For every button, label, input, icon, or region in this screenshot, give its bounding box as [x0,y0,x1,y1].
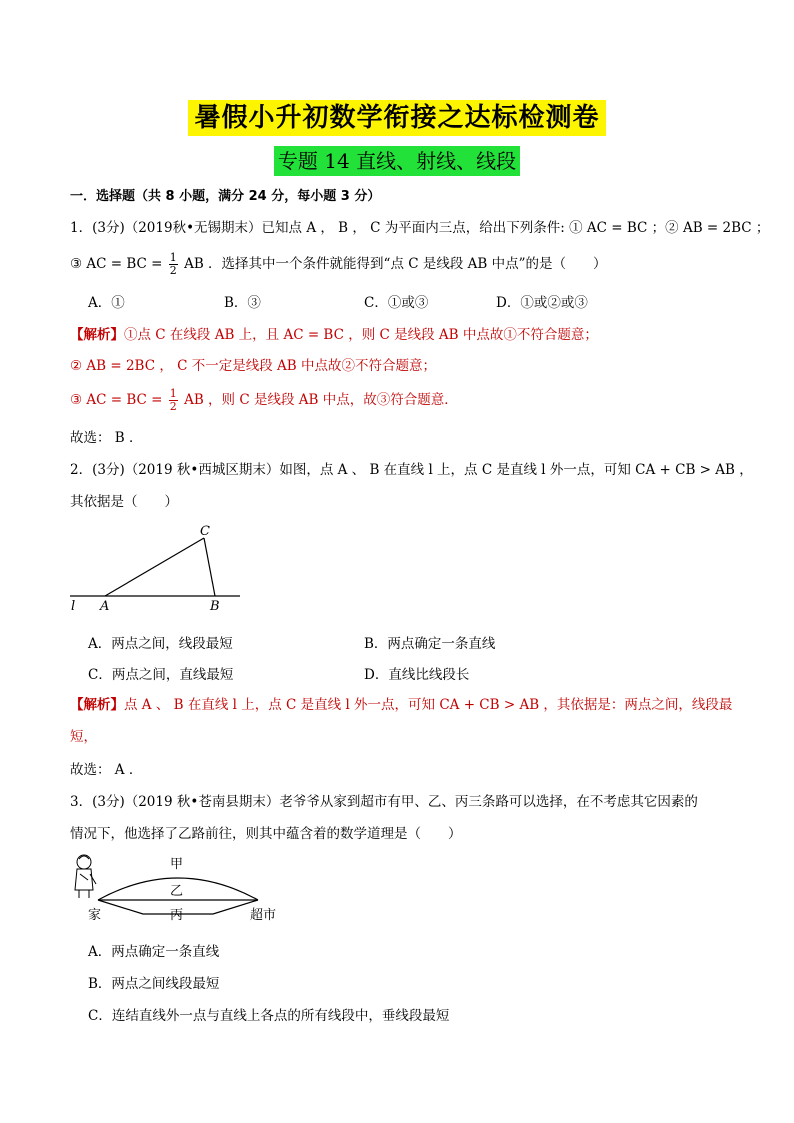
q2-label-c: C [200,524,210,539]
q1-option-b: B．③ [224,295,261,311]
q1-option-c: C．①或③ [364,295,429,311]
q1-analysis-fraction-numerator: 1 [169,387,177,400]
q3-option-c: C．连结直线外一点与直线上各点的所有线段中，垂线段最短 [88,1008,450,1024]
q1-stem-line2-pre: ③ AC = BC = [70,256,163,272]
q2-option-c: C．两点之间，直线最短 [88,667,234,683]
q1-fraction-denominator: 2 [169,264,177,277]
q2-segment-ac [105,538,204,596]
q2-label-l: l [71,599,76,614]
q1-analysis-tag: 【解析】 [70,327,124,343]
q2-figure [60,520,260,615]
q1-stem-line2-post: AB ．选择其中一个条件就能得到“点 C 是线段 AB 中点”的是（ ） [184,256,607,272]
q2-analysis-line1 [70,695,732,715]
title-container [0,100,794,136]
q2-stem-line2: 其依据是（ ） [70,494,178,510]
q1-analysis-fraction-denominator: 2 [169,400,177,413]
q3-label-home: 家 [88,908,102,923]
q1-fraction-numerator: 1 [169,251,177,264]
q1-analysis3-pre: ③ AC = BC = [70,392,163,408]
q1-analysis-text1: ①点 C 在线段 AB 上，且 AC = BC ，则 C 是线段 AB 中点故①不符合题意； [124,327,598,343]
q2-label-a: A [100,599,110,614]
q1-analysis3-post: AB ，则 C 是线段 AB 中点，故③符合题意． [184,392,458,408]
q1-analysis-line2: ② AB = 2BC ， C 不一定是线段 AB 中点故②不符合题意； [70,358,437,374]
page-title: 暑假小升初数学衔接之达标检测卷 [188,100,605,136]
q2-analysis-text1: 点 A 、 B 在直线 l 上，点 C 是直线 l 外一点，可知 CA + CB > AB ，其依据是：两点之间，线段最 [124,697,733,713]
page-subtitle: 专题 14 直线、射线、线段 [274,146,520,176]
q1-fraction [169,252,178,277]
q1-stem-line2 [70,252,607,277]
q3-option-a: A．两点确定一条直线 [88,944,220,960]
q2-segment-cb [204,538,215,596]
old-man-icon [75,855,96,898]
q3-label-yi: 乙 [170,884,184,899]
q3-label-market: 超市 [250,908,277,923]
q2-label-b: B [210,599,220,614]
q2-option-b: B．两点确定一条直线 [364,636,496,652]
q3-label-bing: 丙 [170,908,184,923]
q1-stem-line1: 1．(3分)（2019秋•无锡期末）已知点 A ， B ， C 为平面内三点，给出下列条件: ① AC = BC ；② AB = 2BC ； [70,220,770,236]
q3-label-jia: 甲 [170,857,184,872]
q2-stem-line1: 2．(3分)（2019 秋•西城区期末）如图，点 A 、 B 在直线 l 上，点 C 是直线 l 外一点，可知 CA + CB > AB ， [70,462,753,478]
q2-answer: 故选： A ． [70,762,143,778]
section-heading: 一．选择题（共 8 小题，满分 24 分，每小题 3 分） [70,189,381,204]
q1-analysis-line1 [70,325,598,345]
subtitle-container [0,146,794,176]
q2-analysis-tag: 【解析】 [70,697,124,713]
q1-option-a: A．① [88,295,125,311]
q2-option-a: A．两点之间，线段最短 [88,636,233,652]
q3-option-b: B．两点之间线段最短 [88,976,220,992]
q1-answer: 故选： B ． [70,430,143,446]
q1-option-d: D．①或②或③ [496,295,588,311]
q2-analysis-line2: 短， [70,729,97,745]
q2-option-d: D．直线比线段长 [364,667,470,683]
q3-figure [68,850,288,925]
q3-stem-line1: 3．(3分)（2019 秋•苍南县期末）老爷爷从家到超市有甲、乙、丙三条路可以选择，在不考虑其它因素的 [70,794,698,810]
q1-analysis-fraction [169,388,178,413]
q3-stem-line2: 情况下，他选择了乙路前往，则其中蕴含着的数学道理是（ ） [70,826,462,842]
q1-analysis-line3 [70,388,458,413]
